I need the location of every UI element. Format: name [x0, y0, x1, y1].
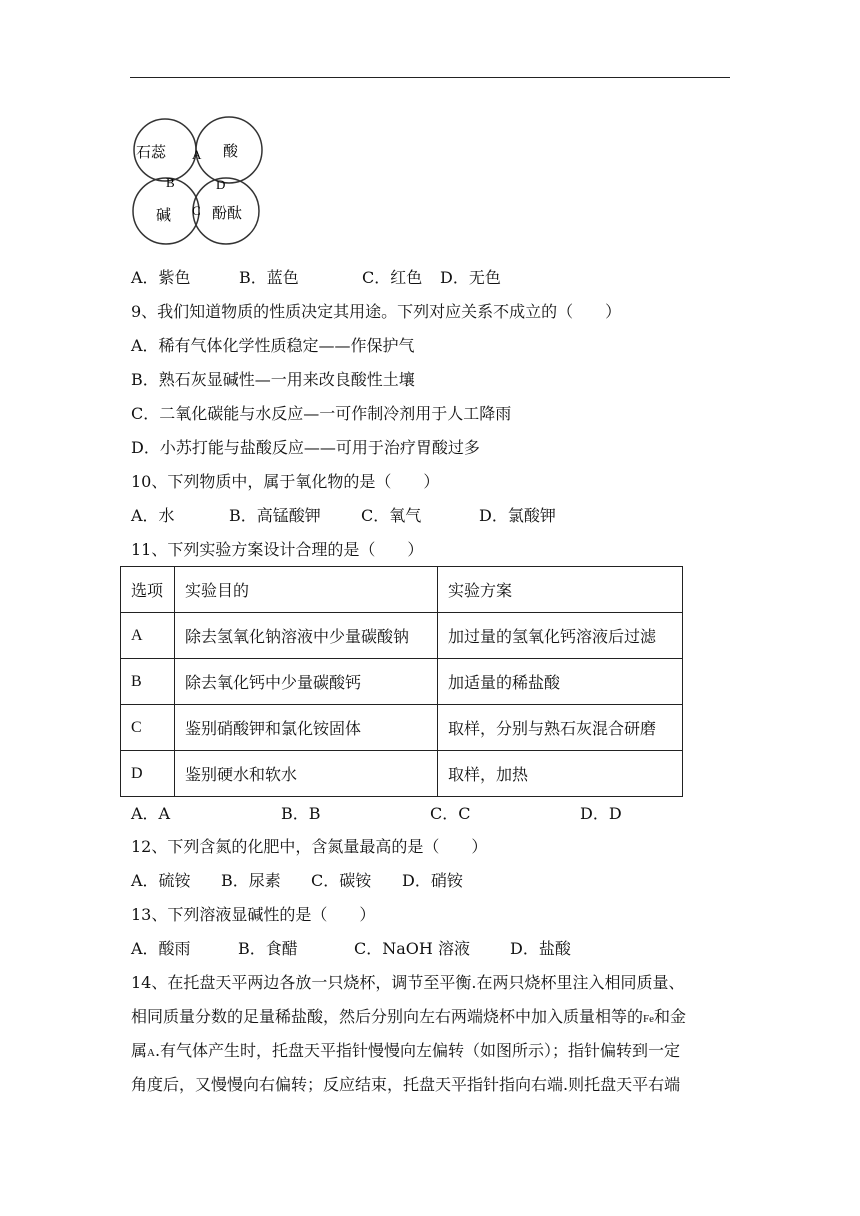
venn-region-b: B [166, 175, 175, 190]
venn-region-a: A [192, 147, 202, 162]
q9-stem: 9、我们知道物质的性质决定其用途。下列对应关系不成立的（ ） [131, 302, 622, 321]
table-cell: B [121, 659, 175, 705]
q10-option-c: C．氧气 [361, 506, 422, 525]
table-cell: A [121, 613, 175, 659]
table-cell: 取样，分别与熟石灰混合研磨 [438, 705, 683, 751]
q10-stem: 10、下列物质中，属于氧化物的是（ ） [131, 472, 440, 491]
table-header-purpose: 实验目的 [175, 567, 438, 613]
q13-stem: 13、下列溶液显碱性的是（ ） [131, 905, 376, 924]
table-cell: 取样，加热 [438, 751, 683, 797]
q14-line-2 [131, 1007, 686, 1029]
q11-option-b: B．B [281, 804, 321, 823]
q11-option-d: D．D [580, 804, 622, 823]
q13-option-a: A．酸雨 [131, 939, 191, 958]
table-cell: 除去氧化钙中少量碳酸钙 [175, 659, 438, 705]
q14-metal-a: A [147, 1047, 155, 1059]
q11-option-c: C．C [430, 804, 471, 823]
q12-option-c: C．碳铵 [311, 871, 372, 890]
table-cell: 鉴别硝酸钾和氯化铵固体 [175, 705, 438, 751]
q14-line-2-end: 和金 [654, 1007, 687, 1026]
venn-label-base: 碱 [156, 206, 172, 224]
venn-region-d: D [216, 177, 226, 192]
venn-label-phenolphthalein: 酚酞 [212, 204, 243, 222]
q12-option-d: D．硝铵 [402, 871, 463, 890]
table-cell: 加过量的氢氧化钙溶液后过滤 [438, 613, 683, 659]
q8-option-d: D．无色 [440, 268, 501, 287]
q9-option-d: D．小苏打能与盐酸反应——可用于治疗胃酸过多 [131, 438, 480, 457]
table-row [121, 659, 683, 705]
q14-line-2-text: 相同质量分数的足量稀盐酸，然后分别向左右两端烧杯中加入质量相等的 [131, 1007, 644, 1026]
q9-option-b: B．熟石灰显碱性—一用来改良酸性土壤 [131, 370, 415, 389]
q8-option-a: A．紫色 [131, 268, 191, 287]
q11-stem: 11、下列实验方案设计合理的是（ ） [131, 540, 424, 559]
experiment-table [120, 566, 683, 797]
q13-option-d: D．盐酸 [510, 939, 571, 958]
venn-diagram [128, 112, 270, 250]
q10-option-b: B．高锰酸钾 [229, 506, 321, 525]
q13-option-b: B．食醋 [238, 939, 298, 958]
table-cell: 鉴别硬水和软水 [175, 751, 438, 797]
q14-line-3-text: .有气体产生时，托盘天平指针慢慢向左偏转（如图所示）；指针偏转到一定 [154, 1041, 681, 1060]
q12-option-a: A．硫铵 [131, 871, 191, 890]
table-cell: 加适量的稀盐酸 [438, 659, 683, 705]
q14-line-1: 14、在托盘天平两边各放一只烧杯，调节至平衡.在两只烧杯里注入相同质量、 [131, 973, 685, 992]
q13-option-c: C．NaOH 溶液 [354, 939, 470, 958]
q11-option-a: A．A [131, 804, 171, 823]
q12-stem: 12、下列含氮的化肥中，含氮量最高的是（ ） [131, 837, 488, 856]
q12-option-b: B．尿素 [221, 871, 281, 890]
header-rule [130, 77, 730, 78]
table-row [121, 751, 683, 797]
q8-option-b: B．蓝色 [239, 268, 299, 287]
q14-fe: Fe [643, 1013, 655, 1025]
table-header-option: 选项 [121, 567, 175, 613]
table-row [121, 613, 683, 659]
venn-label-litmus: 石蕊 [136, 143, 167, 161]
table-cell: D [121, 751, 175, 797]
q10-option-d: D．氯酸钾 [479, 506, 556, 525]
table-header-plan: 实验方案 [438, 567, 683, 613]
table-row [121, 705, 683, 751]
q14-line-3-start: 属 [131, 1041, 148, 1060]
q14-line-3 [131, 1041, 680, 1063]
q9-option-a: A．稀有气体化学性质稳定——作保护气 [131, 336, 415, 355]
q9-option-c: C．二氧化碳能与水反应—一可作制冷剂用于人工降雨 [131, 404, 512, 423]
table-cell: C [121, 705, 175, 751]
q14-line-4: 角度后，又慢慢向右偏转；反应结束，托盘天平指针指向右端.则托盘天平右端 [131, 1075, 681, 1094]
q8-option-c: C．红色 [362, 268, 423, 287]
venn-region-c: C [192, 203, 201, 218]
table-cell: 除去氢氧化钠溶液中少量碳酸钠 [175, 613, 438, 659]
table-header-row [121, 567, 683, 613]
q10-option-a: A．水 [131, 506, 175, 525]
venn-label-acid: 酸 [223, 142, 239, 160]
